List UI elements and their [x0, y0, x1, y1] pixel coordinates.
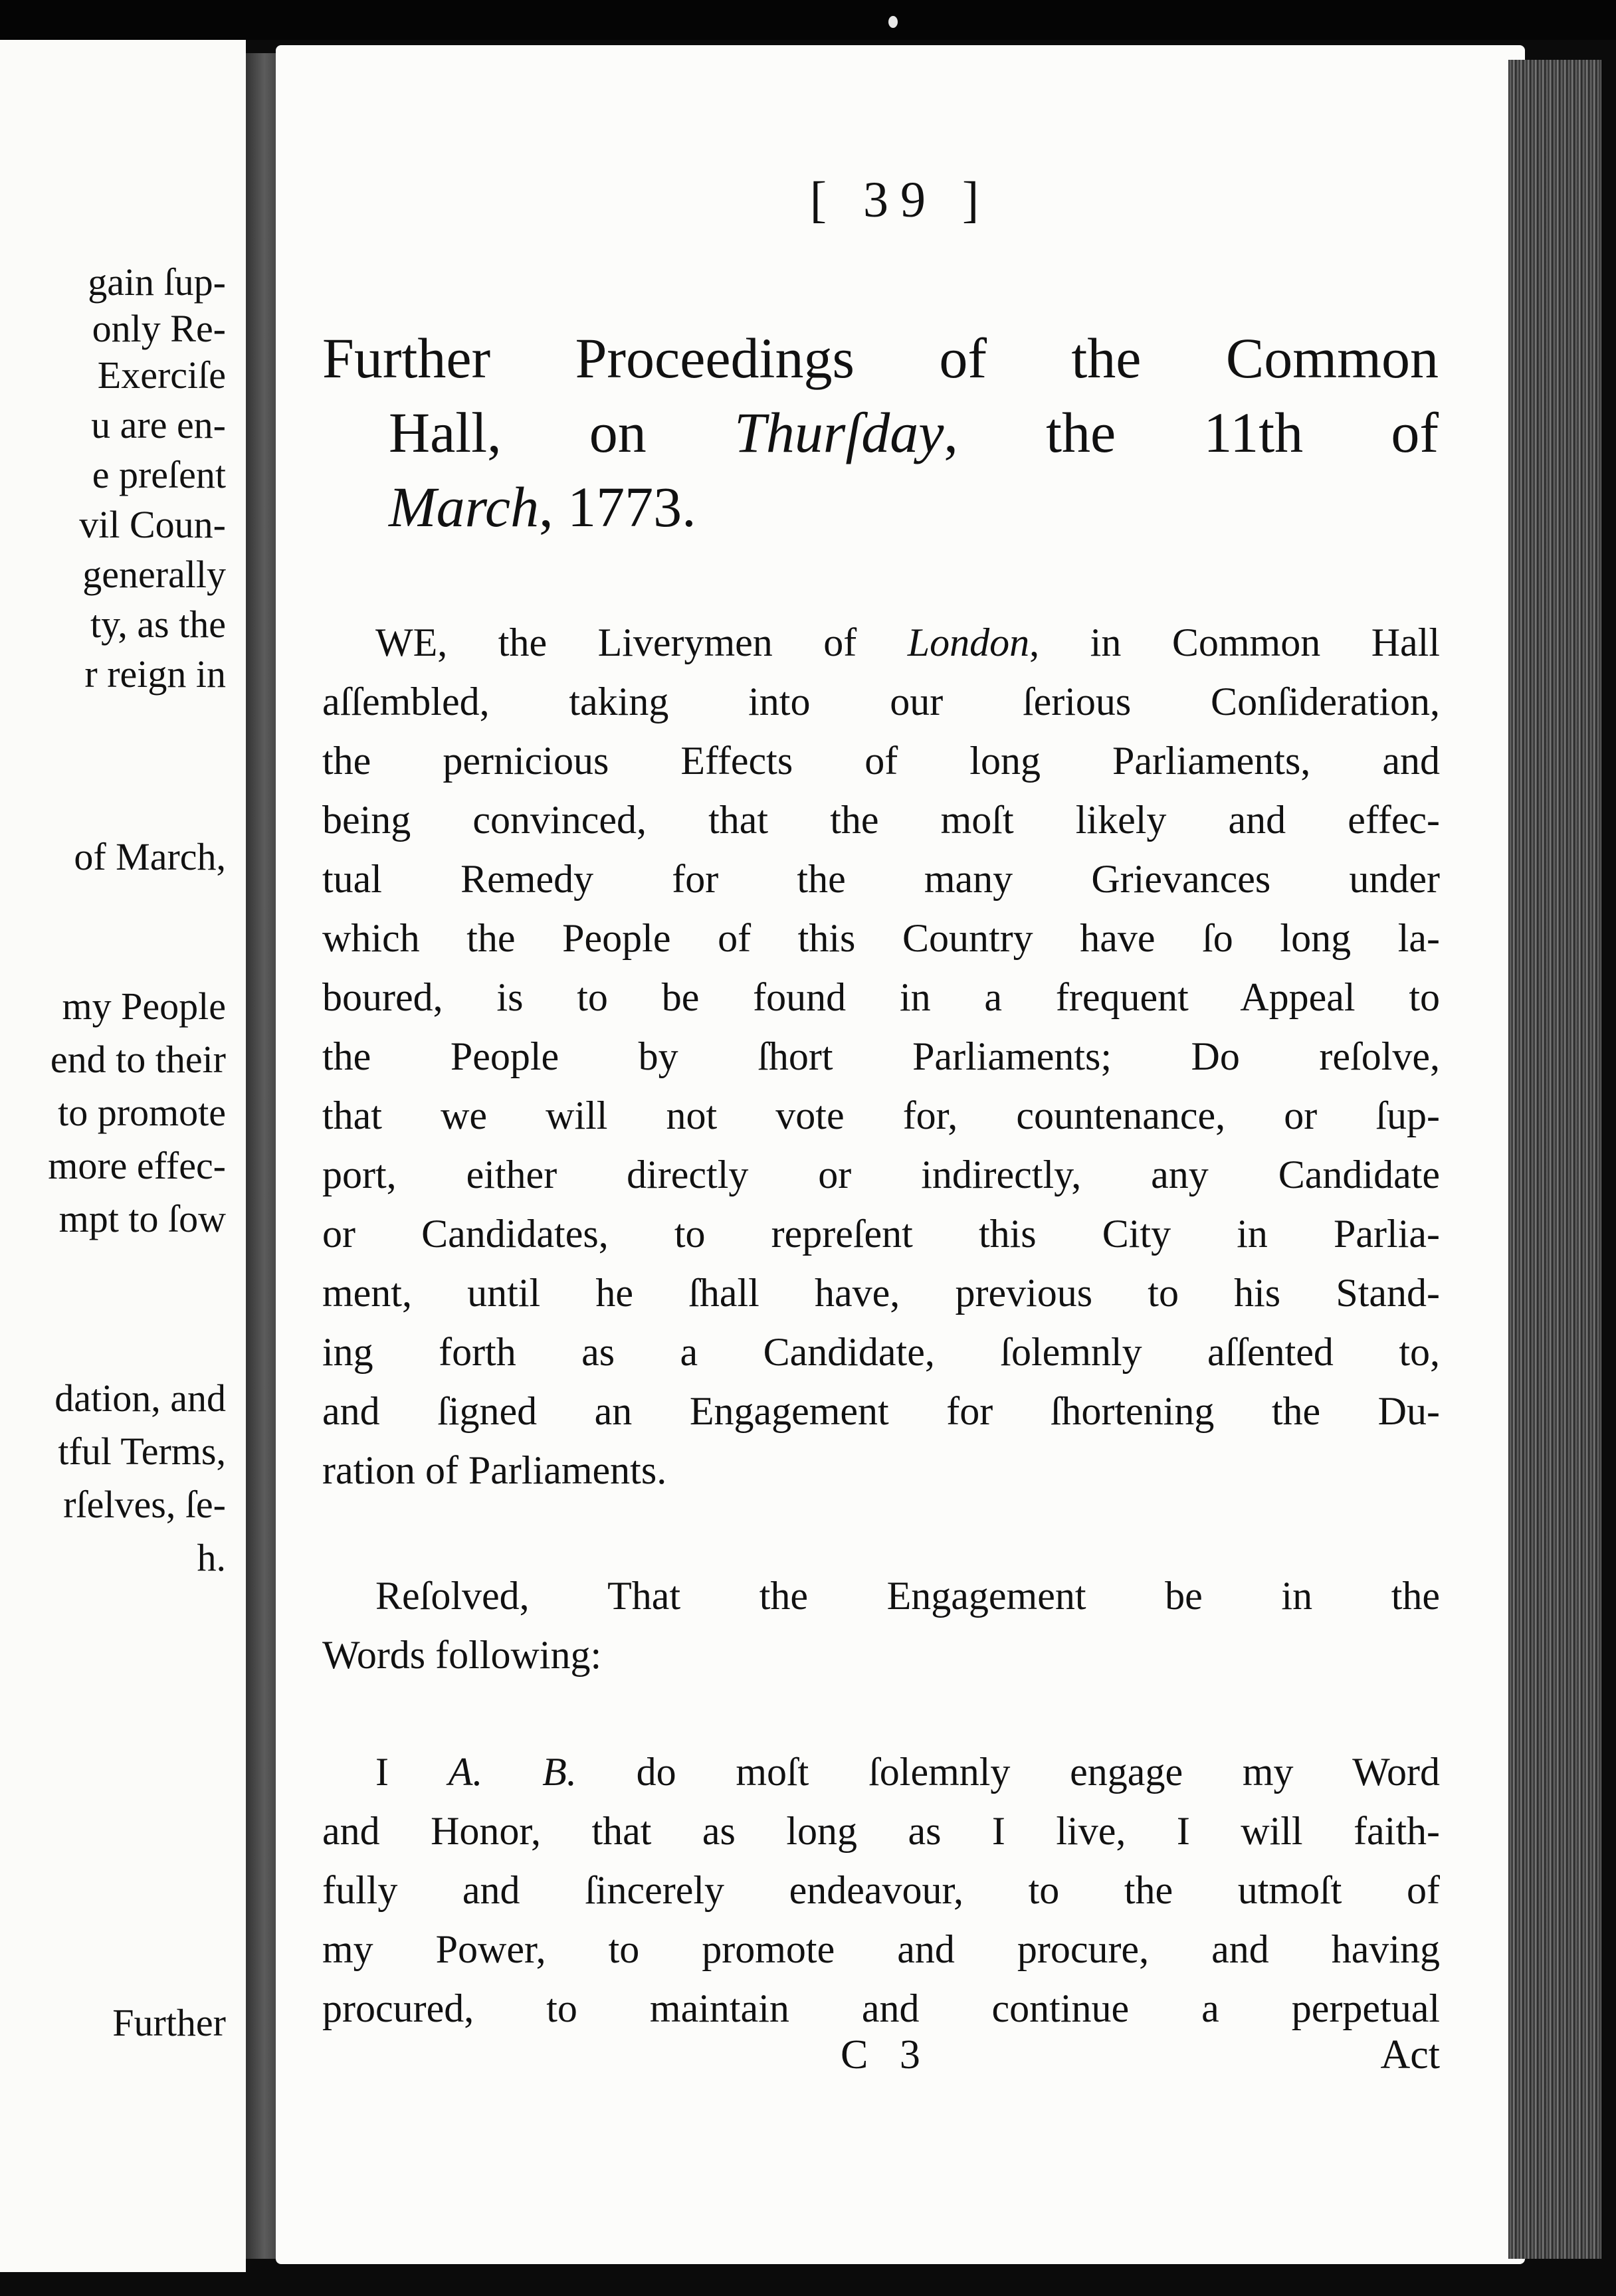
text-line: my Power, to promote and procure, and having [322, 1927, 1440, 1971]
signature-mark: C 3 [841, 2032, 931, 2077]
section-title [322, 321, 1439, 544]
page-footer [322, 2032, 1440, 2085]
page-39 [276, 45, 1525, 2264]
scan-background [0, 0, 1616, 40]
left-page-line: e preſent [92, 453, 226, 496]
left-page-line: vil Coun- [79, 503, 226, 546]
left-page-line: gain ſup- [88, 260, 226, 304]
text-line: I A. B. do moſt ſolemnly engage my Word [375, 1750, 1440, 1794]
engagement-paragraph [322, 1743, 1440, 2038]
title-line-2: Hall, on Thurſday, the 11th of [389, 401, 1439, 464]
left-page-line: ty, as the [90, 603, 226, 646]
left-page-line: to promote [58, 1091, 226, 1134]
catchword: Act [1380, 2032, 1440, 2077]
text-line: tual Remedy for the many Grievances under [322, 857, 1440, 901]
left-page-line: u are en- [91, 403, 226, 446]
resolved-paragraph [322, 1567, 1440, 1685]
text-line: WE, the Liverymen of London, in Common Hall [375, 621, 1440, 664]
text-line: fully and ſincerely endeavour, to the utmoſt of [322, 1868, 1440, 1912]
left-page-line: h. [197, 1536, 226, 1579]
left-page-line: of March, [74, 835, 226, 878]
text-line: Reſolved, That the Engagement be in the [375, 1574, 1440, 1618]
text-line: the People by ſhort Parliaments; Do reſolve, [322, 1034, 1440, 1078]
text-line: that we will not vote for, countenance, or ſup- [322, 1094, 1440, 1137]
title-line-3: March, 1773. [389, 475, 696, 539]
text-line: or Candidates, to repreſent this City in Parlia- [322, 1212, 1440, 1256]
left-page-line: generally [82, 553, 226, 596]
text-line: ration of Parliaments. [322, 1448, 667, 1492]
left-page-text-fragments [0, 40, 246, 2272]
left-page-line: rſelves, ſe- [63, 1483, 226, 1526]
text-line: aſſembled, taking into our ſerious Conſideration, [322, 680, 1440, 723]
title-line-1: Further Proceedings of the Common [322, 326, 1439, 390]
text-line: and ſigned an Engagement for ſhortening the Du- [322, 1389, 1440, 1433]
page-number: [ 39 ] [809, 172, 991, 228]
text-line: port, either directly or indirectly, any Candidate [322, 1153, 1440, 1196]
text-line: boured, is to be found in a frequent Appeal to [322, 975, 1440, 1019]
text-line: Words following: [322, 1633, 602, 1677]
book-page-edges [1508, 60, 1601, 2259]
text-line: procured, to maintain and continue a perpetual [322, 1986, 1440, 2030]
text-line: and Honor, that as long as I live, I will faith- [322, 1809, 1440, 1853]
left-page-line: my People [62, 985, 226, 1028]
left-page-line: dation, and [54, 1377, 226, 1420]
scanner-pin-mark [888, 16, 898, 28]
text-line: which the People of this Country have ſo long la- [322, 916, 1440, 960]
left-page-line: end to their [50, 1038, 226, 1081]
left-page-line: more effec- [48, 1144, 226, 1187]
left-page-line: r reign in [84, 652, 226, 696]
left-page-line: Exerciſe [97, 353, 226, 397]
left-page-line: mpt to ſow [58, 1197, 226, 1240]
left-page-line: only Re- [92, 307, 226, 350]
text-line: ment, until he ſhall have, previous to his Stand- [322, 1271, 1440, 1315]
left-page-line: Further [112, 2001, 226, 2044]
text-line: ing forth as a Candidate, ſolemnly aſſented to, [322, 1330, 1440, 1374]
left-page-line: tful Terms, [58, 1430, 226, 1473]
text-line: being convinced, that the moſt likely and effec- [322, 798, 1440, 842]
text-line: the pernicious Effects of long Parliaments, and [322, 739, 1440, 783]
facing-page-left [0, 40, 246, 2272]
resolution-paragraph [322, 613, 1440, 1500]
